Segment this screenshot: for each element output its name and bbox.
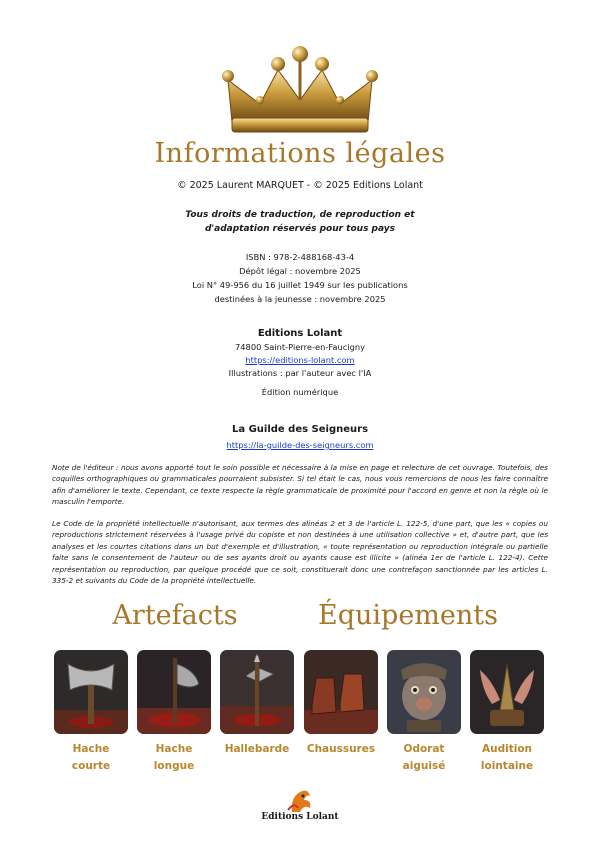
footer-brand: Editions Lolant [261, 812, 339, 822]
short-axe-icon [54, 650, 128, 734]
edition-type: Édition numérique [261, 387, 339, 397]
publisher-address: 74800 Saint-Pierre-en-Faucigny [234, 342, 366, 352]
item-label: Hache longue [153, 743, 195, 772]
section-title-artefacts: Artefacts [112, 600, 238, 631]
legal-deposit: Dépôt légal : novembre 2025 [239, 266, 361, 276]
crown-illustration [220, 42, 380, 138]
section-title-equipements: Équipements [318, 600, 498, 631]
isbn: ISBN : 978-2-488168-43-4 [245, 252, 355, 262]
publisher-block [0, 326, 600, 380]
goblin-nose-icon [387, 650, 461, 734]
item-card[interactable] [470, 650, 544, 775]
pointed-ear-icon [470, 650, 544, 734]
rights-statement [0, 208, 600, 236]
ip-note: Le Code de la propriété intellectuelle n'autorisant, aux termes des alinéas 2 et 3 de l'article L. 122-5, d'une part, que les « copies ou reproductions strictement réservées à l'usage privé du copiste et non destinées à une utilisation collective » et, d'autre part, que les analyses et les courtes citations dans un but d'exemple et d'illustration, « toute représentation ou reproduction intégrale ou partielle faite sans le consentement de l'auteur ou de ses ayants droit ou ayants cause est illicite » (alinéa 1er de l'article L. 122-4). Cette représentation ou reproduction, par quelque procédé que ce soit, constituerait donc une contrefaçon sanctionnée par les articles L. 335-2 et suivants du Code de la propriété intellectuelle. [52, 519, 548, 586]
publisher-name: Editions Lolant [257, 328, 343, 339]
guild-name: La Guilde des Seigneurs [231, 424, 369, 435]
item-card[interactable] [220, 650, 294, 758]
long-axe-icon [137, 650, 211, 734]
rights-line: d'adaptation réservés pour tous pays [204, 224, 396, 234]
copyright-line: © 2025 Laurent MARQUET - © 2025 Editions Lolant [177, 180, 423, 191]
item-label: Audition lointaine [480, 743, 534, 772]
item-label: Chaussures [306, 743, 376, 755]
item-card[interactable] [387, 650, 461, 775]
item-label: Odorat aiguisé [402, 743, 446, 772]
item-label: Hache courte [71, 743, 111, 772]
illustrations-credit: Illustrations : par l'auteur avec l'IA [228, 368, 372, 378]
editor-note: Note de l'éditeur : nous avons apporté tout le soin possible et nécessaire à la mise en page et relecture de cet ouvrage. Toutefois, des coquilles orthographiques ou grammaticales pourraient subsister. Si tel était le cas, nous vous remercions de nous les faire connaître afin d'améliorer le texte. Cependant, ce texte respecte la règle grammaticale de proximité pour l'accord en genre et non la règle où le masculin l'emporte. [52, 463, 548, 507]
item-card[interactable] [304, 650, 378, 758]
boots-icon [304, 650, 378, 734]
halberd-icon [220, 650, 294, 734]
legal-info [0, 250, 600, 306]
guild-website-link[interactable]: https://la-guilde-des-seigneurs.com [226, 440, 374, 450]
item-card[interactable] [137, 650, 211, 775]
item-label: Hallebarde [224, 743, 290, 755]
rights-line: Tous droits de traduction, de reproduction et [185, 210, 415, 220]
item-card[interactable] [54, 650, 128, 775]
publisher-website-link[interactable]: https://editions-lolant.com [245, 355, 355, 365]
law-reference: Loi N° 49-956 du 16 juillet 1949 sur les publications [192, 280, 408, 290]
law-reference-cont: destinées à la jeunesse : novembre 2025 [214, 294, 386, 304]
page-title: Informations légales [154, 138, 446, 169]
